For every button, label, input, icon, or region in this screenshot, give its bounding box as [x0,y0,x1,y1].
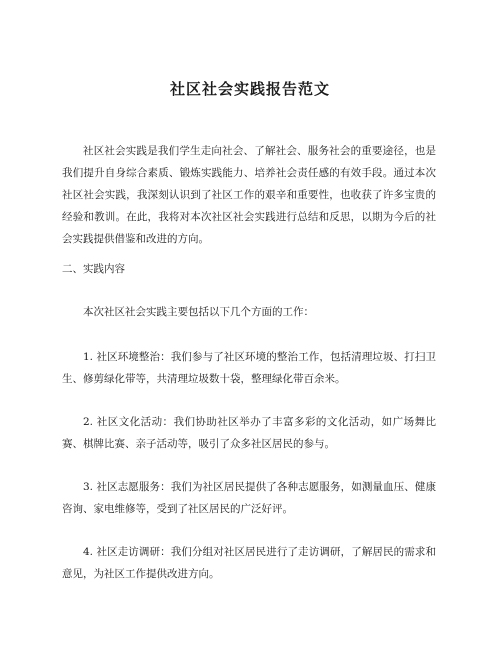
list-item: 4. 社区走访调研：我们分组对社区居民进行了走访调研，了解居民的需求和意见，为社区工作提供改进方向。 [62,546,436,580]
document-title: 社区社会实践报告范文 [169,80,330,98]
intro-paragraph: 社区社会实践是我们学生走向社会、了解社会、服务社会的重要途径，也是我们提升自身综合素质、锻炼实践能力、培养社会责任感的有效手段。通过本次社区社会实践，我深刻认识到了社区工作的艰辛和重要性，也收获了许多宝贵的经验和教训。在此，我将对本次社区社会实践进行总结和反思，以期为今后的社会实践提供借鉴和改进的方向。 [62,145,436,245]
list-item: 2. 社区文化活动：我们协助社区举办了丰富多彩的文化活动，如广场舞比赛、棋牌比赛、亲子活动等，吸引了众多社区居民的参与。 [62,416,436,450]
section-lead-paragraph: 本次社区社会实践主要包括以下几个方面的工作： [83,306,314,318]
section-heading: 二、实践内容 [62,263,125,275]
list-item: 3. 社区志愿服务：我们为社区居民提供了各种志愿服务，如测量血压、健康咨询、家电维修等，受到了社区居民的广泛好评。 [62,481,436,515]
list-item: 1. 社区环境整治：我们参与了社区环境的整治工作，包括清理垃圾、打扫卫生、修剪绿化带等，共清理垃圾数十袋，整理绿化带百余米。 [62,351,436,385]
